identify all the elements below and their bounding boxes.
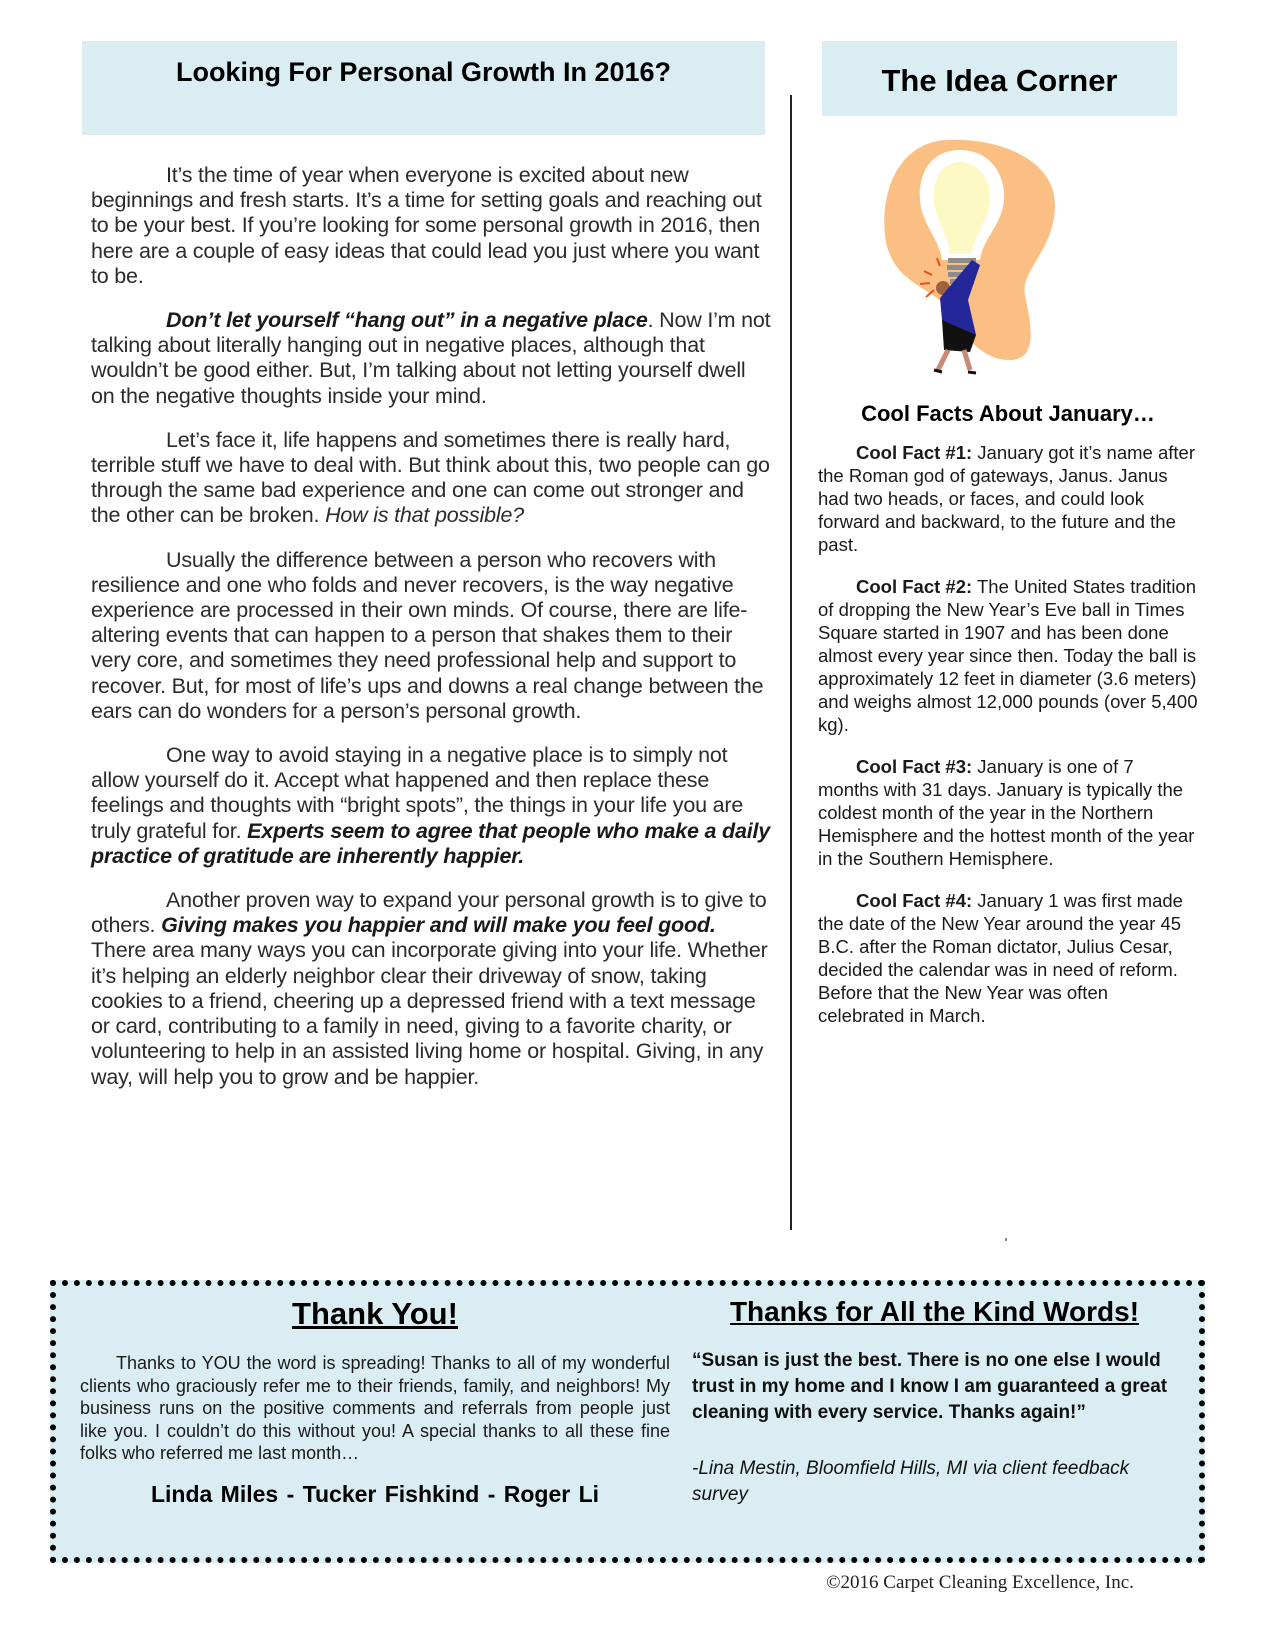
thank-you-body: Thanks to YOU the word is spreading! Thanks to all of my wonderful clients who graciously refer me to their friends, family, and neighbors! My business runs on the positive comments and referrals from people just like you. I couldn’t do this without you! A special thanks to all these fine folks who referred me last month… <box>80 1353 670 1463</box>
cool-fact-label: Cool Fact #3: <box>856 756 973 777</box>
column-divider <box>790 95 792 1230</box>
paragraph-segment: There area many ways you can incorporate giving into your life. Whether it’s helping an elderly neighbor clear their driveway of snow, taking cookies to a friend, cheering up a depressed friend with a text message or card, contributing to a family in need, giving to a favorite charity, or volunteering to help in an assisted living home or hospital. Giving, in any way, will help you to grow and be happier. <box>91 938 768 1089</box>
article-paragraph <box>91 743 774 869</box>
cool-facts-section <box>818 402 1198 1046</box>
copyright-footer: ©2016 Carpet Cleaning Excellence, Inc. <box>826 1572 1134 1593</box>
cool-fact <box>818 441 1198 556</box>
paragraph-segment: Let’s face it, life happens and sometimes there is really hard, terrible stuff we have to deal with. But think about this, two people can go through the same bad experience and one can come out stronger and the other can be broken. <box>91 427 770 528</box>
thank-you-title: Thank You! <box>292 1296 458 1331</box>
article-title: Looking For Personal Growth In 2016? <box>175 57 672 87</box>
paragraph-segment: It’s the time of year when everyone is excited about new beginnings and fresh starts. It’s a time for setting goals and reaching out to be your best. If you’re looking for some personal growth in 2016, then here are a couple of easy ideas that could lead you just where you want to be. <box>91 163 762 288</box>
article-paragraph <box>91 163 774 289</box>
article-paragraph <box>91 428 774 529</box>
stray-mark <box>1005 1238 1007 1241</box>
cool-fact-text: January 1 was first made the date of the New Year around the year 45 B.C. after the Roman dictator, Julius Cesar, decided the calendar was in need of reform. Before that the New Year was often celebrated in March. <box>818 890 1183 1026</box>
kind-words-title: Thanks for All the Kind Words! <box>729 1296 1140 1327</box>
cool-fact-label: Cool Fact #1: <box>856 442 973 463</box>
person-shoes <box>934 370 976 373</box>
paragraph-segment: One way to avoid staying in a negative place is to simply not allow yourself do it. Accept what happened and then replace these feelings and thoughts with “bright spots”, the things in your life you are truly grateful for. <box>91 743 744 843</box>
cool-fact <box>818 575 1198 736</box>
cool-fact-text: January got it’s name after the Roman god of gateways, Janus. Janus had two heads, or faces, and could look forward and backward, to the future and the past. <box>818 442 1195 555</box>
paragraph-segment: . Now I’m not talking about literally hanging out in negative places, although that wouldn’t be good either. But, I’m talking about not letting yourself dwell on the negative thoughts inside your mind. <box>91 308 771 408</box>
article-header-box <box>82 41 765 135</box>
person-legs <box>938 350 970 370</box>
cool-fact-label: Cool Fact #2: <box>856 576 973 597</box>
article-paragraph <box>91 888 774 1090</box>
paragraph-segment: Another proven way to expand your personal growth is to give to others. <box>91 888 767 938</box>
cool-fact-text: January is one of 7 months with 31 days. January is typically the coldest month of the year in the Northern Hemisphere and the hottest month of the year in the Southern Hemisphere. <box>818 756 1195 869</box>
cool-fact-text: The United States tradition of dropping the New Year’s Eve ball in Times Square started in 1907 and has been done almost every year since then. Today the ball is approximately 12 feet in diameter (3.6 meters) and weighs almost 12,000 pounds (over 5,400 kg). <box>818 576 1198 735</box>
testimonial-attribution: -Lina Mestin, Bloomfield Hills, MI via client feedback survey <box>692 1458 1130 1505</box>
paragraph-segment: How is that possible? <box>325 503 525 528</box>
thank-you-section <box>80 1296 670 1508</box>
kind-words-section <box>692 1296 1177 1508</box>
cool-fact <box>818 755 1198 870</box>
thanks-box <box>50 1280 1205 1563</box>
cool-fact <box>818 889 1198 1027</box>
article-paragraph <box>91 548 774 724</box>
article-body <box>91 163 774 1109</box>
cool-facts-list <box>818 441 1198 1027</box>
article-paragraph <box>91 308 774 409</box>
idea-corner-title: The Idea Corner <box>881 63 1118 98</box>
paragraph-segment: Giving makes you happier and will make you feel good. <box>161 913 716 938</box>
cool-facts-heading: Cool Facts About January… <box>861 401 1155 426</box>
paragraph-segment: Usually the difference between a person who recovers with resilience and one who folds and never recovers, is the way negative experience are processed in their own minds. Of course, there are life-altering events that can happen to a person that shakes them to their very core, and sometimes they need professional help and support to recover. But, for most of life’s ups and downs a real change between the ears can do wonders for a person’s personal growth. <box>91 547 764 723</box>
cool-fact-label: Cool Fact #4: <box>856 890 973 911</box>
referrer-names: Linda Miles - Tucker Fishkind - Roger Li <box>150 1480 600 1507</box>
paragraph-segment: Experts seem to agree that people who make a daily practice of gratitude are inherently happier. <box>91 818 771 868</box>
paragraph-segment: Don’t let yourself “hang out” in a negative place <box>166 308 648 333</box>
idea-corner-header-box <box>822 41 1177 116</box>
testimonial-quote: “Susan is just the best. There is no one else I would trust in my home and I know I am guaranteed a great cleaning with every service. Thanks again!” <box>692 1350 1168 1423</box>
lightbulb-carrier-illustration <box>880 130 1080 375</box>
